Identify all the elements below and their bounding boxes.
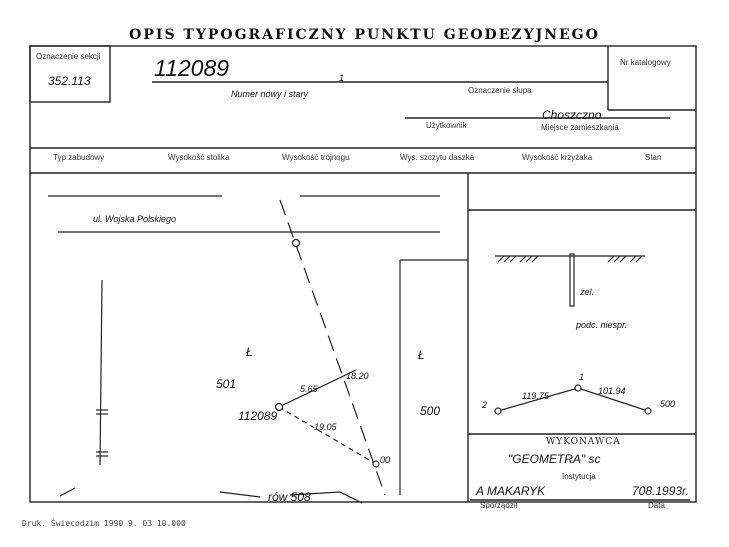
end-point-label: 00 — [380, 455, 391, 465]
column-table-height: Wysokość stolika — [168, 153, 230, 162]
column-tripod-height: Wysokość trójnogu — [282, 153, 350, 162]
column-roof-height: Wys. szczytu daszka — [400, 153, 475, 162]
parcel-right: 500 — [420, 404, 441, 418]
place-label: Miejsce zamieszkania — [541, 123, 619, 132]
street-label: ul. Wojska Polskiego — [93, 214, 177, 224]
distance-a: 5.65 — [300, 384, 318, 394]
distance-b: 18.20 — [346, 371, 369, 381]
map-point-label: 112089 — [238, 409, 278, 423]
column-state: Stan — [645, 153, 662, 162]
detail-point-mid — [575, 385, 581, 391]
post-label: Oznaczenie słupa — [468, 86, 532, 95]
date-label: Data — [648, 501, 665, 510]
detail-distance-left: 119.75 — [522, 391, 549, 401]
land-left-label: Ł — [246, 345, 253, 359]
post-section — [570, 254, 574, 306]
detail-label-left: 2 — [482, 400, 488, 410]
detail-distance-right: 101.94 — [598, 386, 626, 396]
detail-point-right — [645, 408, 651, 414]
boundary-point-upper — [293, 240, 300, 247]
number-label: Numer nowy i stary — [231, 89, 309, 99]
end-point-marker — [373, 461, 379, 467]
contractor-label: WYKONAWCA — [546, 437, 621, 447]
ditch-label: rów 508 — [268, 490, 311, 504]
user-label: Użytkownik — [426, 121, 467, 130]
distance-c: 19.05 — [314, 422, 337, 432]
section-value: 352.113 — [48, 74, 91, 88]
detail-label-mid: 1 — [579, 372, 585, 382]
parcel-left: 501 — [216, 377, 237, 391]
point-number: 112089 — [154, 55, 230, 81]
column-building-type: Typ zabudowy — [53, 153, 105, 162]
detail-point-left — [495, 408, 501, 414]
institution-label: Instytucja — [562, 472, 596, 481]
document-title: OPIS TYPOGRAFICZNY PUNKTU GEODEZYJNEGO — [129, 27, 600, 43]
post-description: podc. niespr. — [576, 320, 628, 330]
print-footer: Druk. Świecodzim 1990 9. 03 10.000 — [22, 519, 186, 528]
post-type: żel. — [580, 287, 595, 297]
author-label: Sporządził — [480, 501, 518, 510]
land-right-label: Ł — [418, 348, 425, 362]
contractor-name: "GEOMETRA" sc — [508, 452, 601, 466]
place-value: Choszczno — [542, 108, 602, 122]
catalog-label: Nr katalogowy — [620, 58, 671, 67]
author-name: A MAKARYK — [476, 484, 546, 498]
old-number: 1 — [339, 73, 345, 83]
form-date: 708.1993r. — [632, 484, 689, 498]
detail-label-right: 500 — [660, 399, 676, 409]
column-cross-height: Wysokość krzyżaka — [522, 153, 593, 162]
section-label: Oznaczenie sekcji — [36, 52, 101, 61]
